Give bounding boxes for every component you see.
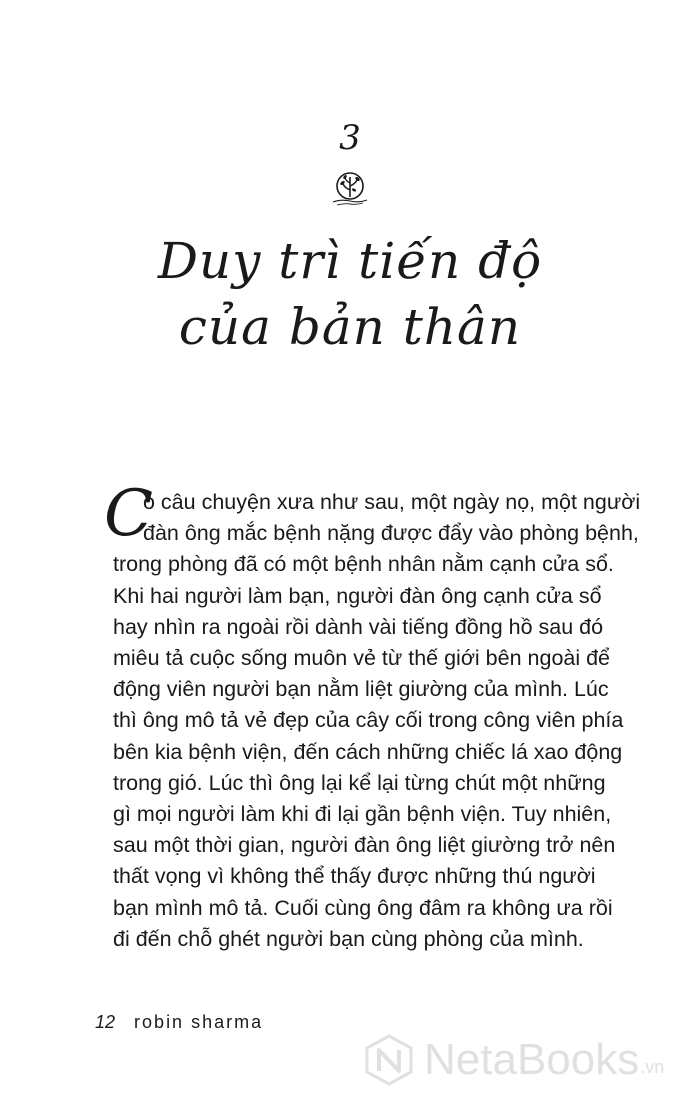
paragraph-line: bạn mình mô tả. Cuối cùng ông đâm ra không ưa rồi [113,895,613,920]
paragraph-line: Khi hai người làm bạn, người đàn ông cạnh cửa sổ [113,583,602,608]
chapter-title [0,228,700,360]
watermark-brand: NetaBooks [424,1035,640,1084]
body-paragraph [113,487,641,955]
paragraph-line: thì ông mô tả vẻ đẹp của cây cối trong công viên phía [113,708,624,733]
paragraph-line: trong gió. Lúc thì ông lại kể lại từng chút một những [113,770,606,795]
paragraph-line: sau một thời gian, người đàn ông liệt giường trở nên [113,833,616,858]
paragraph-line: hay nhìn ra ngoài rồi dành vài tiếng đồng hồ sau đó [113,614,604,639]
paragraph-line: ó câu chuyện xưa như sau, một ngày nọ, một người [143,490,641,514]
running-author: robin sharma [134,1012,264,1032]
paragraph-line: đi đến chỗ ghét người bạn cùng phòng của mình. [113,926,584,951]
chapter-title-line: Duy trì tiến độ [157,232,543,290]
paragraph-line: gì mọi người làm khi đi lại gần bệnh viện. Tuy nhiên, [113,802,612,827]
watermark [362,1030,692,1090]
chapter-number: 3 [339,118,361,158]
netabooks-logo-icon [362,1033,416,1087]
paragraph-line: động viên người bạn nằm liệt giường của mình. Lúc [113,677,609,702]
paragraph-line: trong phòng đã có một bệnh nhân nằm cạnh cửa sổ. [113,552,614,577]
paragraph-line: miêu tả cuộc sống muôn vẻ từ thế giới bên ngoài để [113,646,611,671]
page-footer [95,1012,263,1033]
paragraph-line: bên kia bệnh viện, đến cách những chiếc lá xao động [113,739,623,764]
tree-in-circle-icon [325,166,375,210]
paragraph-line: thất vọng vì không thể thấy được những thú người [113,864,596,889]
page-number: 12 [95,1012,116,1032]
watermark-suffix: .vn [640,1057,665,1077]
chapter-title-line: của bản thân [178,298,522,356]
drop-cap: C [104,477,153,551]
paragraph-line: đàn ông mắc bệnh nặng được đẩy vào phòng bệnh, [143,521,639,546]
